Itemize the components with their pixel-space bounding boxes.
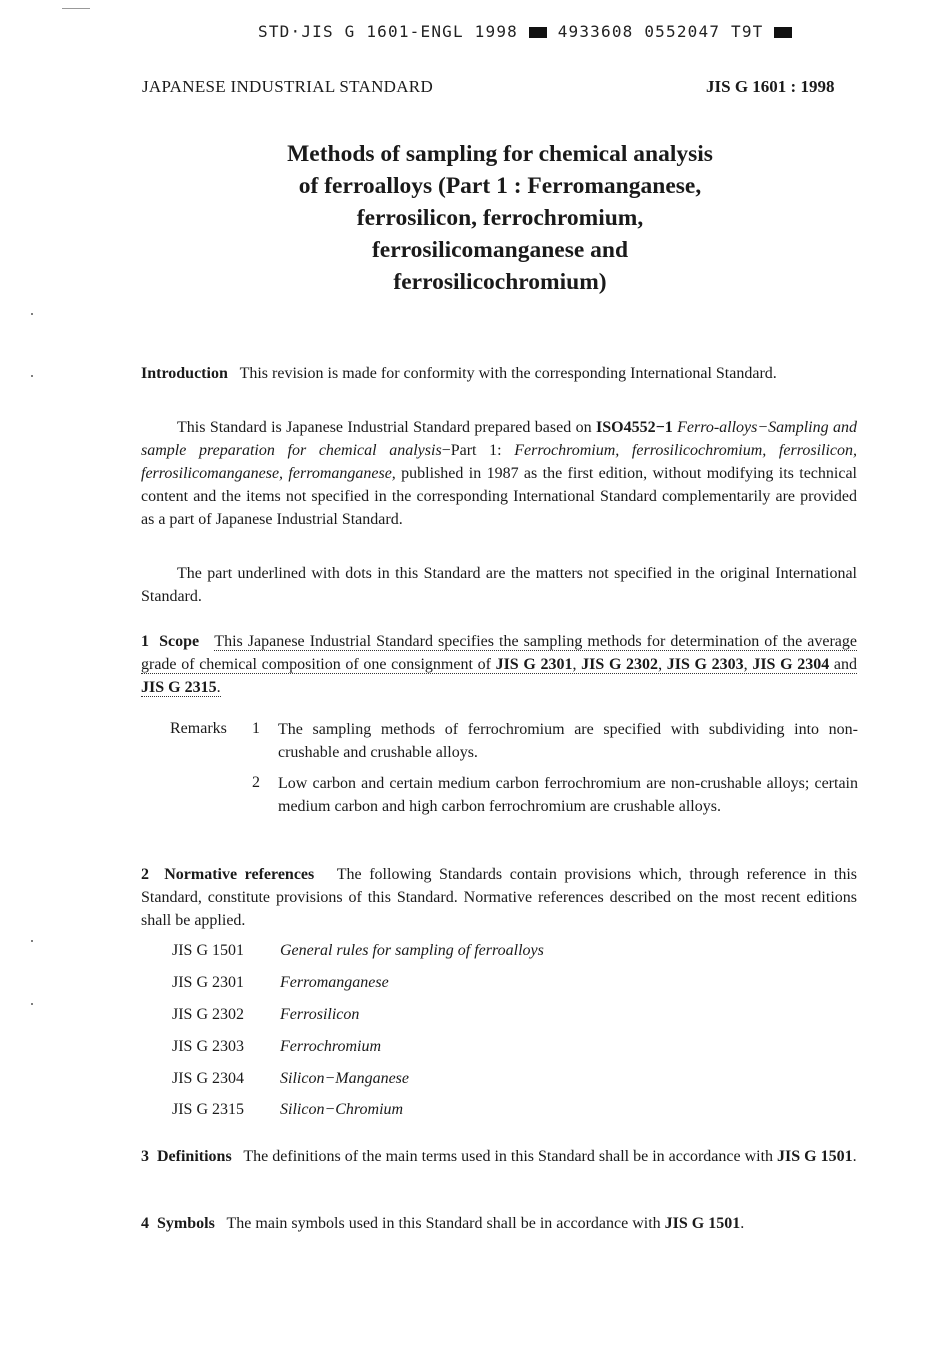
reference-code: JIS G 2315 (172, 1101, 245, 1118)
symbols-text: The main symbols used in this Standard shall be in accordance with (226, 1215, 665, 1232)
reference-title: General rules for sampling of ferroalloys (280, 942, 544, 959)
stamp-block-mark (529, 27, 547, 38)
reference-title: Silicon−Manganese (280, 1070, 409, 1087)
scope-ref: JIS G 2302 (581, 656, 659, 673)
intro-basis-paragraph (141, 416, 857, 531)
document-title (200, 138, 800, 298)
reference-code: JIS G 2303 (172, 1038, 245, 1055)
reference-code: JIS G 2301 (172, 974, 245, 991)
scope-sep: , (658, 656, 667, 673)
remark-text: The sampling methods of ferrochromium are specified with subdividing into non-crushable and crushable alloys. (278, 721, 858, 761)
basis-text: This Standard is Japanese Industrial Standard prepared based on (177, 419, 596, 436)
reference-code: JIS G 2302 (172, 1006, 245, 1023)
reference-title: Ferromanganese (280, 974, 389, 991)
title-line: Methods of sampling for chemical analysis (287, 141, 713, 167)
stamp-code: STD·JIS G 1601-ENGL 1998 (258, 22, 518, 41)
normative-number: 2 (141, 866, 149, 883)
scope-ref: JIS G 2303 (666, 656, 744, 673)
scan-speck (31, 375, 33, 377)
normative-text: The following Standards contain provisions which, through reference in this Standard, constitute provisions of this Standard. Normative references described on the most recent editions shall be applied. (141, 866, 858, 929)
scope-heading: Scope (159, 633, 200, 650)
reference-title: Silicon−Chromium (280, 1101, 404, 1118)
header-standard-type: JAPANESE INDUSTRIAL STANDARD (142, 77, 434, 96)
normative-heading: Normative references (164, 866, 315, 883)
intro-heading: Introduction (141, 365, 228, 382)
scope-sep: and (829, 656, 857, 673)
scan-speck (31, 1003, 33, 1005)
scope-number: 1 (141, 633, 149, 650)
stamp-block-mark (774, 27, 792, 38)
reference-code: JIS G 1501 (172, 942, 245, 959)
intro-dotted-note: The part underlined with dots in this Standard are the matters not specified in the original International Standard. (141, 565, 857, 605)
definitions-number: 3 (141, 1148, 149, 1165)
basis-part: −Part 1: (441, 442, 515, 459)
definitions-heading: Definitions (157, 1148, 232, 1165)
intro-text: This revision is made for conformity with the corresponding International Standard. (239, 365, 777, 382)
remark-number: 2 (252, 774, 260, 791)
document-stamp (258, 22, 792, 41)
title-line: ferrosilicon, ferrochromium, (356, 205, 644, 231)
header-standard-number: JIS G 1601 : 1998 (706, 77, 835, 96)
definitions-section (141, 1145, 857, 1168)
title-line: of ferroalloys (Part 1 : Ferromanganese, (298, 173, 702, 199)
basis-text-end: published in 1987 as the first edition, without modifying its technical content and the items not specified in the corresponding International Standard complementarily are provided as a part of Japanese Industrial Standard. (141, 465, 857, 528)
scope-sep: , (743, 656, 753, 673)
title-line: ferrosilicochromium) (393, 269, 607, 295)
title-line: ferrosilicomanganese and (371, 237, 629, 263)
scan-speck (31, 940, 33, 942)
reference-title: Ferrosilicon (280, 1006, 360, 1023)
iso-reference: ISO4552−1 (596, 419, 673, 436)
remark-number: 1 (252, 720, 260, 737)
remark-text: Low carbon and certain medium carbon ferrochromium are non-crushable alloys; certain medium carbon and high carbon ferrochromium are crushable alloys. (278, 775, 858, 815)
definitions-text: The definitions of the main terms used in this Standard shall be in accordance with (243, 1148, 778, 1165)
intro-paragraph (141, 362, 857, 385)
iso-part-title: Ferrochromium, ferrosilicochromium, ferrosilicon, ferrosilicomanganese, ferromanganese, (141, 442, 857, 482)
symbols-section (141, 1212, 857, 1235)
reference-title: Ferrochromium (280, 1038, 382, 1055)
definitions-ref: JIS G 1501 (777, 1148, 853, 1165)
symbols-ref: JIS G 1501 (664, 1215, 741, 1232)
scope-body: This Japanese Industrial Standard specifies the sampling methods for determination of the average grade of chemical composition of one consignment of (141, 633, 858, 673)
symbols-end: . (740, 1215, 745, 1232)
scope-end: . (216, 679, 221, 696)
scope-ref: JIS G 2315 (141, 679, 217, 696)
symbols-heading: Symbols (157, 1215, 215, 1232)
symbols-number: 4 (141, 1215, 149, 1232)
scan-artifact-line (62, 8, 90, 9)
scan-speck (31, 313, 33, 315)
scope-sep: , (572, 656, 582, 673)
scope-ref: JIS G 2304 (752, 656, 830, 673)
scope-text (141, 633, 857, 697)
scope-ref: JIS G 2301 (495, 656, 573, 673)
reference-code: JIS G 2304 (172, 1070, 245, 1087)
stamp-number: 4933608 0552047 T9T (557, 22, 764, 41)
normative-references-section (141, 863, 857, 932)
definitions-end: . (852, 1148, 857, 1165)
remarks-label: Remarks (170, 720, 227, 737)
scope-section (141, 630, 857, 699)
iso-title: Ferro-alloys−Sampling and sample preparation for chemical analysis (141, 419, 858, 459)
